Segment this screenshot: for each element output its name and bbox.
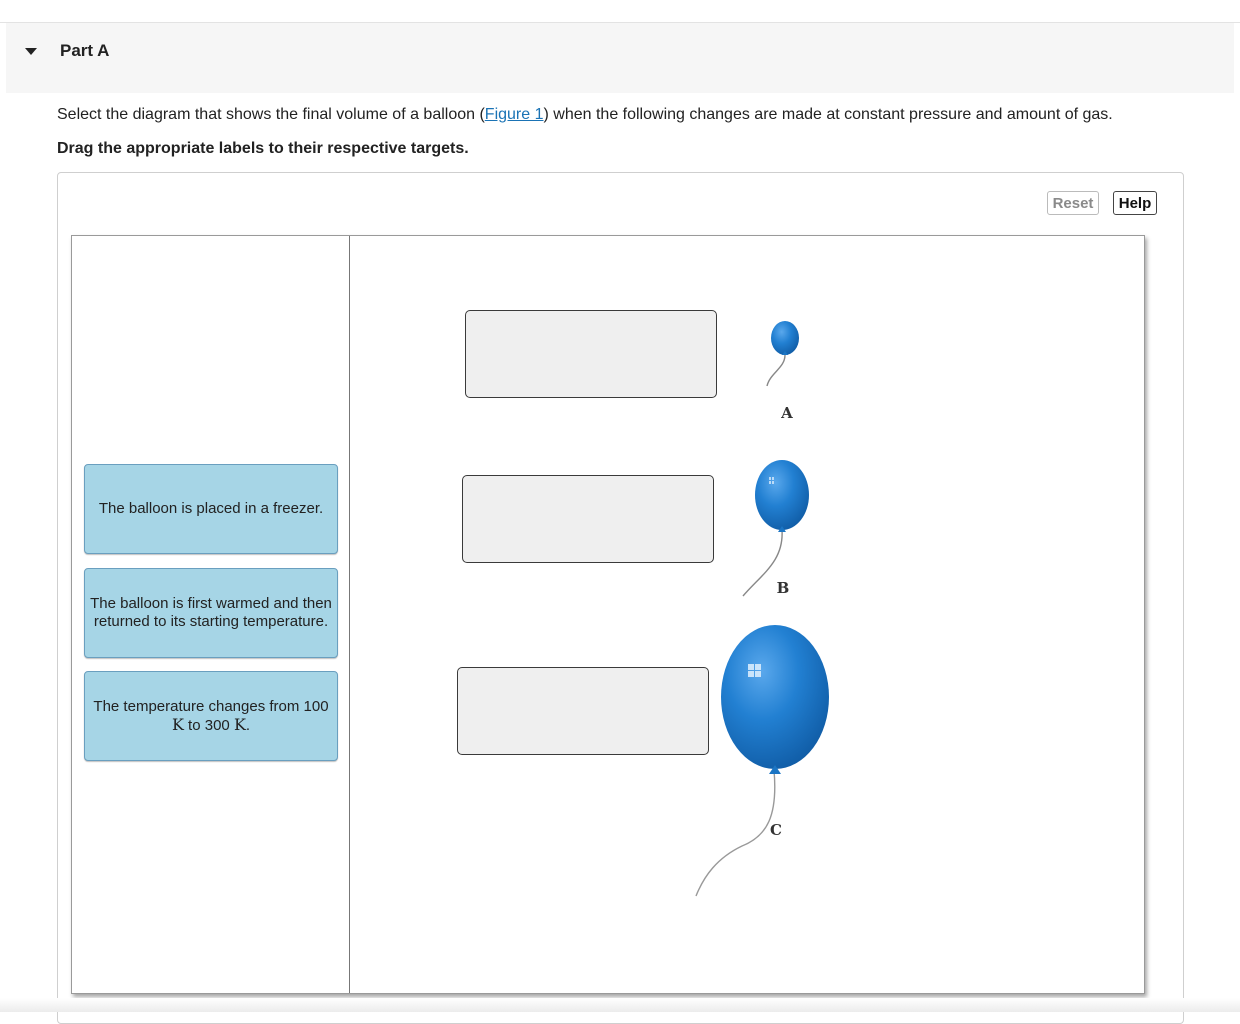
question-text (57, 106, 1113, 124)
reset-button[interactable]: Reset (1047, 191, 1099, 215)
balloon-b (743, 460, 809, 597)
bottom-fade (0, 998, 1240, 1012)
balloon-figure (72, 236, 1144, 993)
help-button[interactable]: Help (1113, 191, 1157, 215)
question-text-end: ) when the following changes are made at constant pressure and amount of gas. (543, 106, 1113, 123)
figure-link[interactable]: Figure 1 (484, 106, 544, 123)
drag-label-text: The balloon is first warmed and then returned to its starting temperature. (90, 595, 332, 630)
part-title: Part A (60, 41, 110, 60)
drag-label-text: The balloon is placed in a freezer. (98, 500, 324, 517)
collapse-caret-icon[interactable] (25, 48, 37, 55)
balloon-c (696, 625, 829, 896)
question-text-start: Select the diagram that shows the final volume of a balloon ( (57, 106, 485, 123)
drag-instruction: Drag the appropriate labels to their respective targets. (57, 140, 469, 157)
balloon-a (767, 321, 799, 422)
balloon-label-b: B (776, 579, 790, 597)
drag-label-text: The temperature changes from 100 K to 300 K. (93, 697, 329, 734)
balloon-label-c: C (770, 821, 782, 839)
balloon-label-a: A (781, 404, 793, 422)
drag-drop-workspace (71, 235, 1145, 994)
part-header[interactable] (6, 23, 1234, 93)
